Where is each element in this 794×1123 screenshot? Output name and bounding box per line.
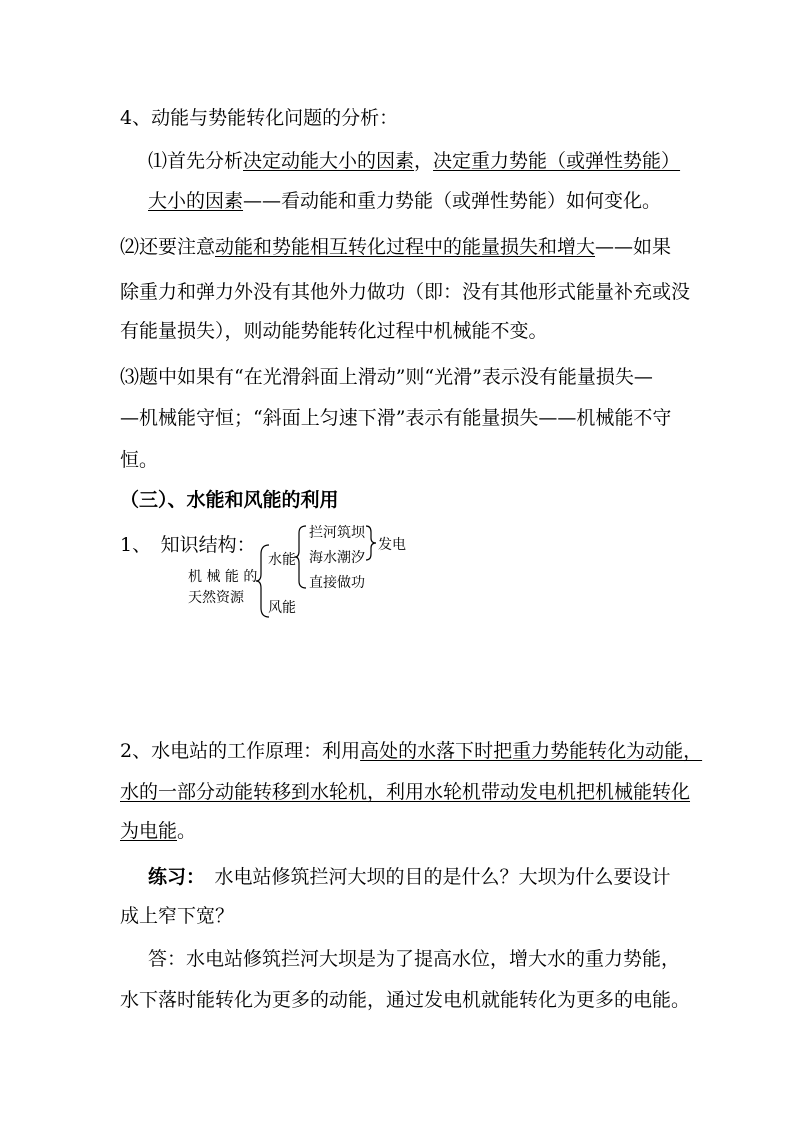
hydro-principle-line1: [120, 738, 702, 764]
diagram-power-generation: 发电: [378, 537, 406, 553]
practice-line1: [148, 864, 671, 890]
underlined-text: 决定动能大小的因素: [243, 150, 415, 172]
section4-point2-line1: [120, 234, 671, 260]
diagram-root-line2: 天然资源: [188, 590, 244, 606]
practice-label: 练习：: [148, 866, 196, 888]
underlined-text: 为电能: [120, 820, 178, 842]
section4-point2-line3: 有能量损失），则动能势能转化过程中机械能不变。: [120, 320, 548, 342]
diagram-tide: 海水潮汐: [309, 550, 365, 566]
text: ——看动能和重力势能（或弹性势能）如何变化。: [243, 190, 662, 212]
text: ——如果: [595, 236, 672, 258]
diagram-brace-water: [294, 525, 308, 589]
diagram-direct-work: 直接做功: [309, 575, 365, 591]
diagram-wind-energy: 风能: [268, 600, 296, 616]
text: 水电站修筑拦河大坝的目的是什么？大坝为什么要设计: [195, 866, 671, 888]
section4-point3-line1: ⑶题中如果有“在光滑斜面上滑动”则“光滑”表示没有能量损失—: [120, 366, 653, 388]
section4-point3-line3: 恒。: [120, 449, 159, 471]
text: ，: [414, 150, 434, 172]
section4-point3-line2: —机械能守恒；“斜面上匀速下滑”表示有能量损失——机械能不守: [120, 407, 672, 429]
underlined-text: 大小的因素: [148, 190, 244, 212]
underlined-text: 高处的水落下时把重力势能转化为动能，: [360, 740, 703, 762]
text: 。: [177, 820, 197, 842]
underlined-text: 决定重力势能（或弹性势能）: [433, 150, 681, 172]
answer-line2: 水下落时能转化为更多的动能，通过发电机就能转化为更多的电能。: [120, 989, 691, 1011]
underlined-text: 水的一部分动能转移到水轮机，利用水轮机带动发电机把机械能转化: [120, 781, 691, 803]
section4-point2-line2: 除重力和弹力外没有其他外力做功（即：没有其他形式能量补充或没: [120, 281, 691, 303]
diagram-dam: 拦河筑坝: [309, 525, 365, 541]
answer-line1: 答：水电站修筑拦河大坝是为了提高水位，增大水的重力势能，: [148, 948, 681, 970]
section4-heading: 4、动能与势能转化问题的分析：: [120, 107, 399, 129]
diagram-water-energy: 水能: [268, 552, 296, 568]
text: ⑵还要注意: [120, 236, 216, 258]
diagram-brace-power: [365, 525, 377, 561]
practice-line2: 成上窄下宽？: [120, 905, 235, 927]
text: ⑴首先分析: [148, 150, 244, 172]
diagram-root-line1: 机 械 能 的: [188, 569, 258, 585]
hydro-principle-line3: [120, 818, 196, 844]
section3-heading: （三）、水能和风能的利用: [120, 489, 339, 511]
underlined-text: 动能和势能相互转化过程中的能量损失和增大: [215, 236, 596, 258]
section4-point1-line2: [148, 188, 661, 214]
text: 2、水电站的工作原理：利用: [120, 740, 361, 762]
knowledge-structure-label: 1、 知识结构：: [120, 534, 256, 556]
hydro-principle-line2: [120, 779, 690, 805]
section4-point1-line1: [148, 148, 680, 174]
